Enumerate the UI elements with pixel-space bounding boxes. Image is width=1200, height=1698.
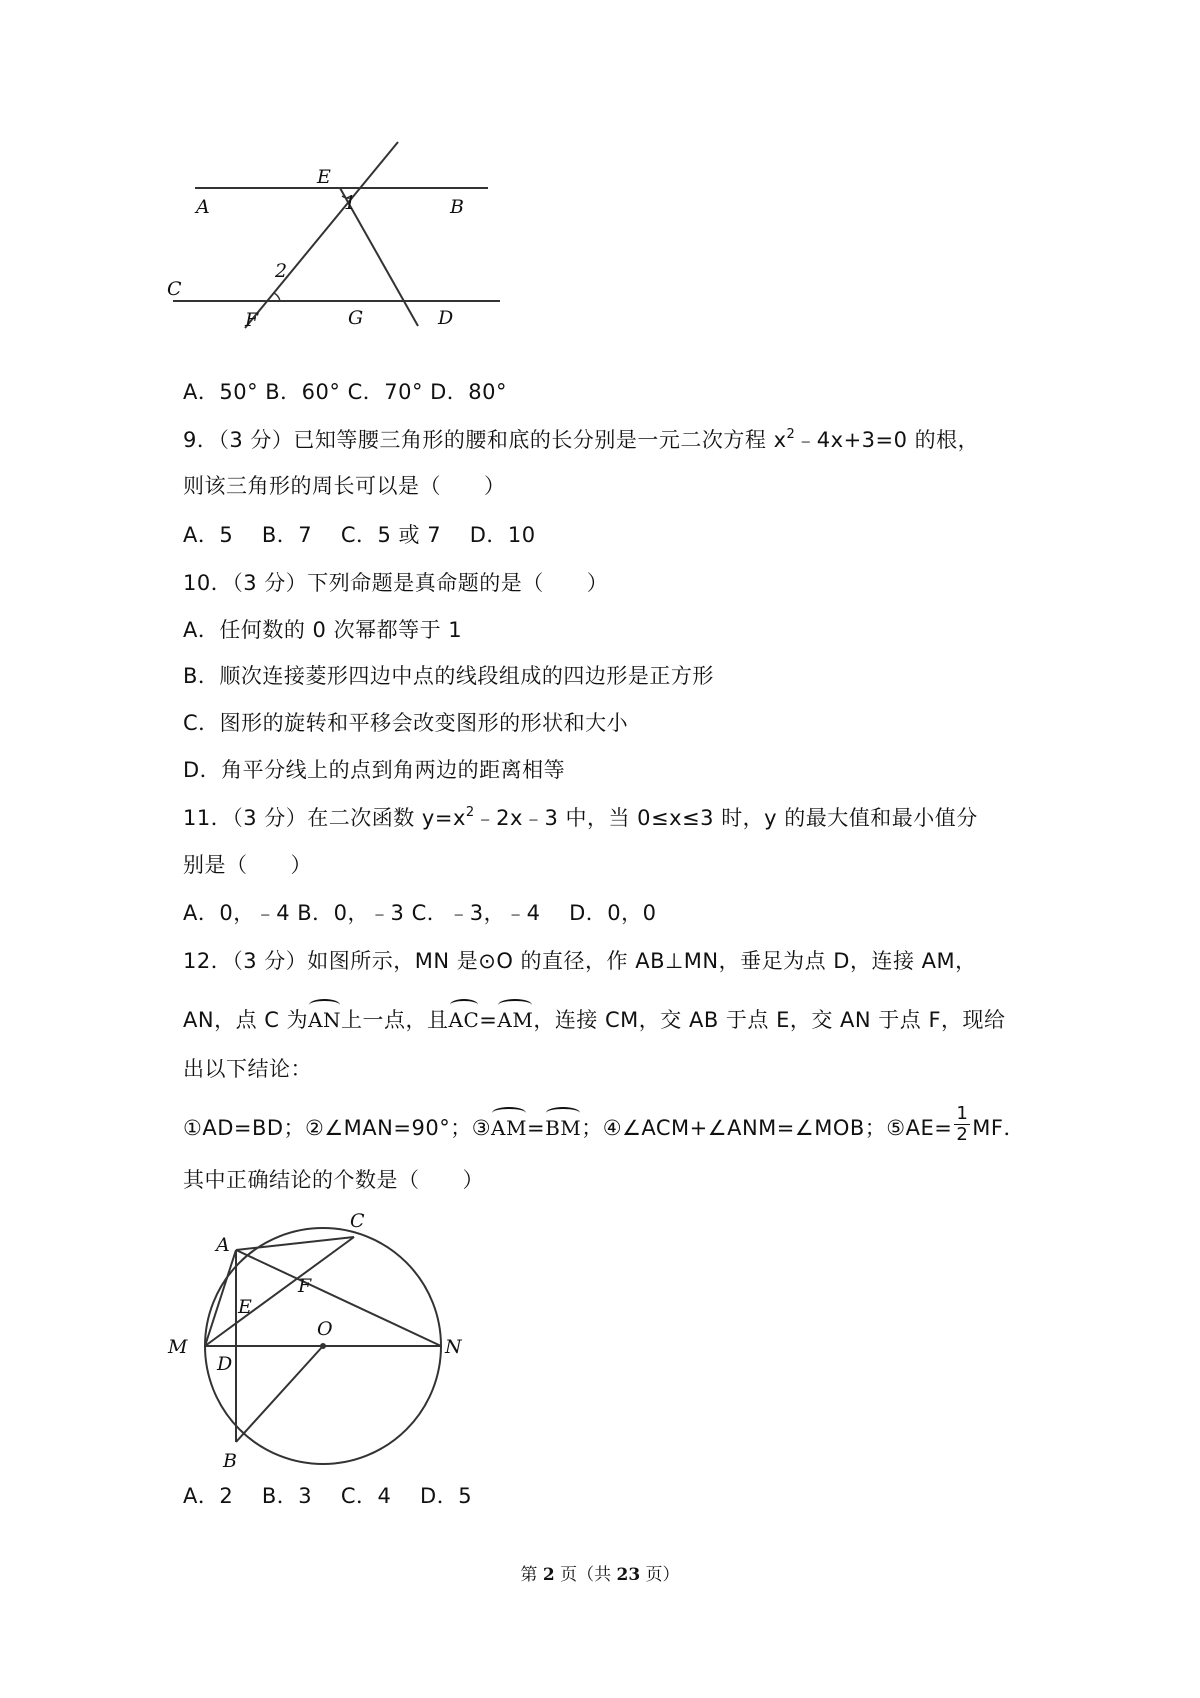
q12-line4 (183, 1102, 1025, 1145)
q12-options: A．2 B．3 C．4 D．5 (183, 1484, 473, 1508)
chord-am (205, 1250, 236, 1346)
footer-page-number: 2 (542, 1565, 555, 1585)
q9-stem-prefix: 9．（3 分）已知等腰三角形的腰和底的长分别是一元二次方程 x (183, 428, 787, 452)
label-b: B (450, 196, 464, 218)
label-c: C (350, 1210, 365, 1232)
label-d: D (438, 307, 454, 329)
label-angle-1: 1 (344, 192, 357, 214)
fraction-numerator: 1 (956, 1102, 969, 1124)
q12-line5: 其中正确结论的个数是（ ） (183, 1168, 484, 1192)
label-d: D (217, 1353, 233, 1375)
label-b: B (223, 1450, 237, 1472)
q10-option-b: B．顺次连接菱形四边中点的线段组成的四边形是正方形 (183, 664, 714, 688)
q9-options: A．5 B．7 C．5 或 7 D．10 (183, 523, 536, 547)
q10-option-a: A．任何数的 0 次幂都等于 1 (183, 618, 463, 642)
q12-line2 (183, 1002, 1006, 1034)
q11-stem-line1 (183, 804, 978, 832)
q8-options: A．50° B．60° C．70° D．80° (183, 380, 508, 404)
label-g: G (348, 307, 364, 329)
arc-am: AM (497, 1002, 533, 1034)
fraction-denominator: 2 (956, 1123, 969, 1145)
q9-stem-suffix: ﹣4x+3=0 的根， (795, 428, 980, 452)
label-c: C (167, 278, 182, 300)
q11-stem-line2: 别是（ ） (183, 853, 312, 877)
label-a: A (216, 1234, 230, 1256)
q10-option-c: C．图形的旋转和平移会改变图形的形状和大小 (183, 711, 629, 735)
q11-options: A．0，﹣4 B．0，﹣3 C．﹣3，﹣4 D．0，0 (183, 901, 657, 925)
center-point (320, 1343, 326, 1349)
footer-text: 页（共 (554, 1565, 617, 1585)
arc-bm: BM (545, 1110, 581, 1142)
q11-stem-suffix: ﹣2x﹣3 中，当 0≤x≤3 时，y 的最大值和最小值分 (474, 806, 978, 830)
q12-conclusions: ；④∠ACM+∠ANM=∠MOB；⑤AE= (581, 1116, 953, 1140)
label-m: M (168, 1336, 188, 1358)
label-angle-2: 2 (275, 260, 288, 282)
segment-ob (236, 1346, 323, 1442)
chord-ac (236, 1237, 354, 1250)
q12-conclusions: ①AD=BD；②∠MAN=90°；③ (183, 1116, 492, 1140)
q12-text: AN，点 C 为 (183, 1008, 309, 1032)
angle-2-arc (274, 293, 280, 301)
arc-an: AN (308, 1002, 341, 1034)
q12-text: 上一点，且 (341, 1008, 449, 1032)
q11-exponent: 2 (465, 805, 475, 820)
q12-conclusions: MF． (972, 1116, 1025, 1140)
figure-circle (170, 1205, 460, 1480)
arc-ac: AC (449, 1002, 480, 1034)
label-f: F (298, 1275, 312, 1297)
label-a: A (196, 196, 210, 218)
label-n: N (445, 1336, 462, 1358)
q9-stem-line2: 则该三角形的周长可以是（ ） (183, 474, 506, 498)
q11-stem-prefix: 11．（3 分）在二次函数 y=x (183, 806, 466, 830)
q12-line3: 出以下结论： (183, 1057, 312, 1081)
q12-text: ，连接 CM，交 AB 于点 E，交 AN 于点 F，现给 (533, 1008, 1006, 1032)
q10-stem: 10．（3 分）下列命题是真命题的是（ ） (183, 571, 609, 595)
label-e: E (317, 166, 331, 188)
footer-text: 第 (520, 1565, 543, 1585)
q12-equals: = (526, 1116, 546, 1140)
arc-am-2: AM (491, 1110, 527, 1142)
q9-stem-line1 (183, 426, 979, 454)
chord-an (236, 1250, 441, 1346)
figure-parallel-lines (167, 150, 510, 370)
q10-option-d: D．角平分线上的点到角两边的距离相等 (183, 758, 566, 782)
label-f: F (245, 309, 259, 331)
label-o: O (317, 1318, 333, 1340)
footer-text: 页） (640, 1565, 680, 1585)
label-e: E (238, 1296, 252, 1318)
fraction-one-half (954, 1104, 970, 1145)
q12-line1: 12．（3 分）如图所示，MN 是⊙O 的直径，作 AB⊥MN，垂足为点 D，连接 AM， (183, 949, 977, 973)
footer-total-pages: 23 (616, 1565, 641, 1585)
page-footer (0, 1560, 1200, 1585)
q12-equals: = (479, 1008, 498, 1032)
q9-exponent: 2 (786, 427, 796, 442)
